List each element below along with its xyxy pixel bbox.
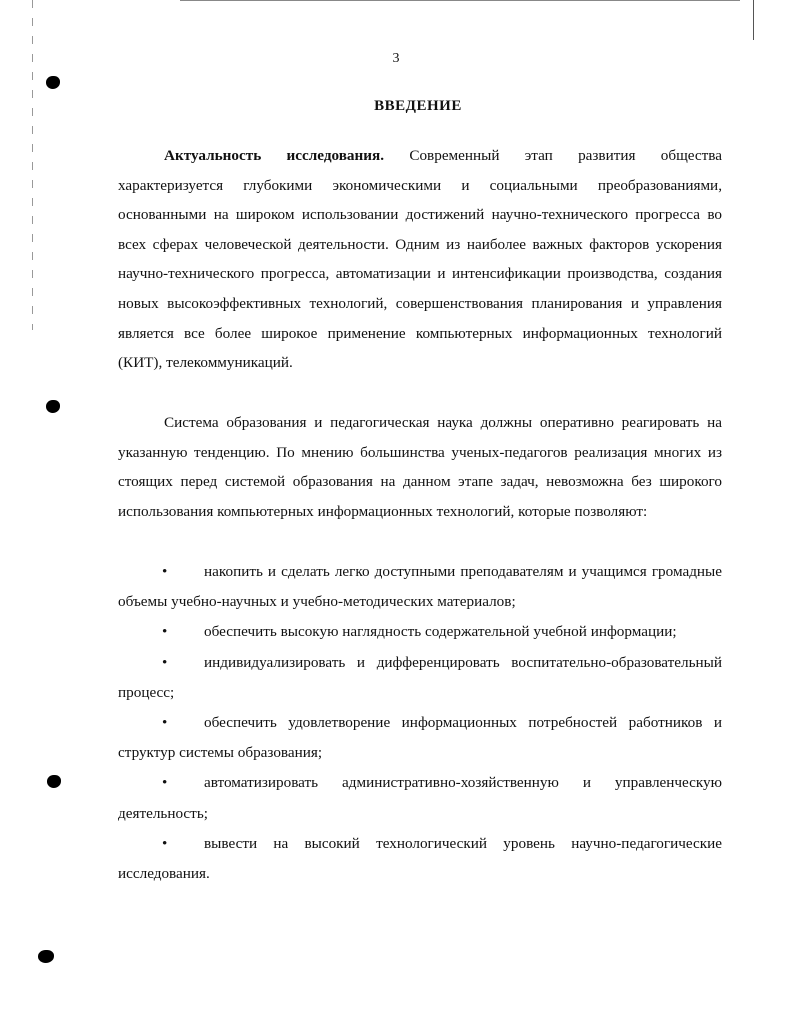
- list-item: [118, 648, 722, 708]
- bullet-list: [118, 557, 722, 889]
- bullet-icon: •: [162, 714, 168, 732]
- list-item-text: обеспечить высокую наглядность содержательной учебной информации;: [204, 623, 677, 641]
- list-item-text: индивидуализировать и дифференцировать воспитательно-образовательный процесс;: [118, 653, 722, 701]
- bullet-icon: •: [162, 563, 168, 580]
- list-item: [118, 557, 722, 617]
- binding-margin-marks: [32, 0, 33, 330]
- punch-hole-1: [46, 76, 60, 89]
- page-number: 3: [392, 51, 400, 66]
- paragraph-lead: Актуальность исследования.: [164, 147, 385, 164]
- section-heading: ВВЕДЕНИЕ: [374, 98, 462, 114]
- bullet-icon: •: [162, 834, 168, 852]
- paragraph-body: Система образования и педагогическая наука должны оперативно реагировать на указанную тенденцию. По мнению большинства ученых-педагогов реализация многих из стоящих перед системой образования на данном этапе задач, невозможна без широкого использования компьютерных информационных технологий, которые позволяют:: [118, 414, 722, 520]
- paragraph-relevance: [118, 141, 722, 378]
- list-item-text: вывести на высокий технологический уровень научно-педагогические исследования.: [118, 834, 722, 883]
- list-item: [118, 708, 722, 768]
- bullet-icon: •: [162, 653, 168, 671]
- bullet-icon: •: [162, 774, 168, 792]
- list-item-text: автоматизировать административно-хозяйственную и управленческую деятельность;: [118, 774, 722, 822]
- list-item: [118, 768, 722, 828]
- punch-hole-3: [47, 775, 61, 788]
- list-item: [118, 617, 722, 647]
- list-item-text: накопить и сделать легко доступными преподавателям и учащимся громадные объемы учебно-научных и учебно-методических материалов;: [118, 563, 722, 611]
- paragraph-education-system: [118, 408, 722, 526]
- paragraph-body: Современный этап развития общества характеризуется глубокими экономическими и социальными преобразованиями, основанными на широком использовании достижений научно-технического прогресса во всех сферах человеческой деятельности. Одним из наиболее важных факторов ускорения научно-технического прогресса, автоматизации и интенсификации производства, создания новых высокоэффективных технологий, совершенствования планирования и управления является все более широкое применение компьютерных информационных технологий (КИТ), телекоммуникаций.: [118, 147, 722, 372]
- scan-edge-right: [753, 0, 754, 40]
- scan-edge-top: [180, 0, 740, 1]
- list-item-text: обеспечить удовлетворение информационных потребностей работников и структур системы образования;: [118, 714, 722, 762]
- list-item: [118, 829, 722, 889]
- bullet-icon: •: [162, 623, 168, 641]
- punch-hole-4: [38, 950, 54, 963]
- punch-hole-2: [46, 400, 60, 413]
